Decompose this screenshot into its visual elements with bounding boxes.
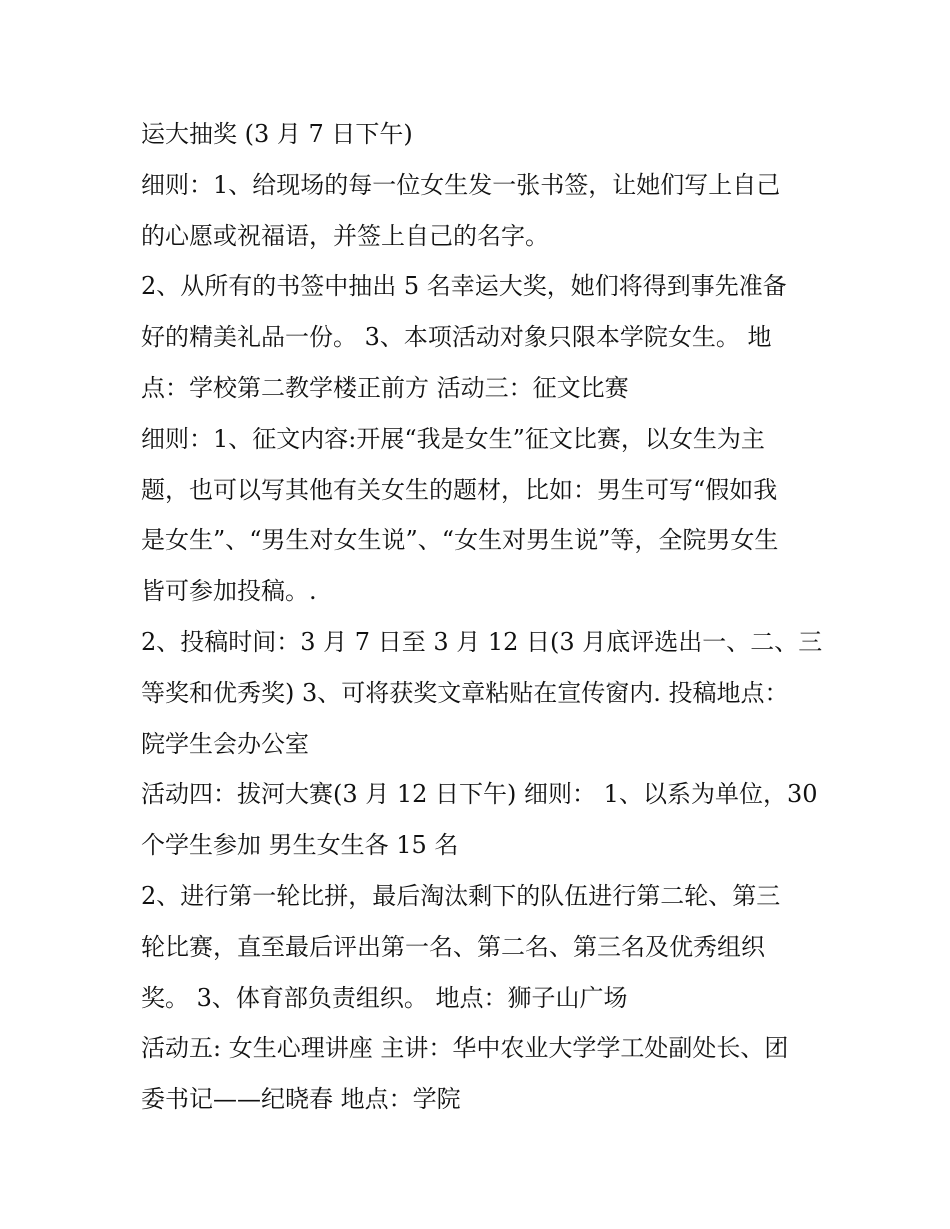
text-line: 细则：1、征文内容:开展“我是女生”征文比赛，以女生为主: [141, 424, 765, 453]
text-line: 点：学校第二教学楼正前方 活动三：征文比赛: [141, 373, 629, 402]
text-line: 2、从所有的书签中抽出 5 名幸运大奖，她们将得到事先准备: [141, 272, 787, 301]
text-line: 皆可参加投稿。.: [141, 577, 317, 606]
text-line: 轮比赛，直至最后评出第一名、第二名、第三名及优秀组织: [141, 932, 765, 961]
text-line: 2、进行第一轮比拼，最后淘汰剩下的队伍进行第二轮、第三: [141, 881, 781, 910]
text-line: 院学生会办公室: [141, 729, 309, 758]
text-line: 好的精美礼品一份。 3、本项活动对象只限本学院女生。 地: [141, 323, 772, 352]
text-line: 运大抽奖 (3 月 7 日下午): [141, 120, 413, 148]
text-line: 是女生”、“男生对女生说”、“女生对男生说”等，全院男女生: [141, 526, 779, 555]
text-line: 题，也可以写其他有关女生的题材，比如：男生可写“假如我: [141, 475, 778, 504]
text-line: 委书记——纪晓春 地点：学院: [141, 1085, 461, 1114]
document-body: [141, 109, 821, 1125]
text-line: 个学生参加 男生女生各 15 名: [141, 831, 459, 860]
text-line: 活动五: 女生心理讲座 主讲：华中农业大学学工处副处长、团: [141, 1034, 789, 1063]
text-line: 的心愿或祝福语，并签上自己的名字。: [141, 221, 549, 250]
text-line: 细则：1、给现场的每一位女生发一张书签，让她们写上自己: [141, 170, 781, 199]
text-line: 等奖和优秀奖) 3、可将获奖文章粘贴在宣传窗内. 投稿地点：: [141, 678, 789, 707]
text-line: 活动四：拔河大赛(3 月 12 日下午) 细则： 1、以系为单位，30: [141, 780, 818, 809]
text-line: 奖。 3、体育部负责组织。 地点：狮子山广场: [141, 983, 628, 1012]
text-line: 2、投稿时间：3 月 7 日至 3 月 12 日(3 月底评选出一、二、三: [141, 627, 823, 656]
